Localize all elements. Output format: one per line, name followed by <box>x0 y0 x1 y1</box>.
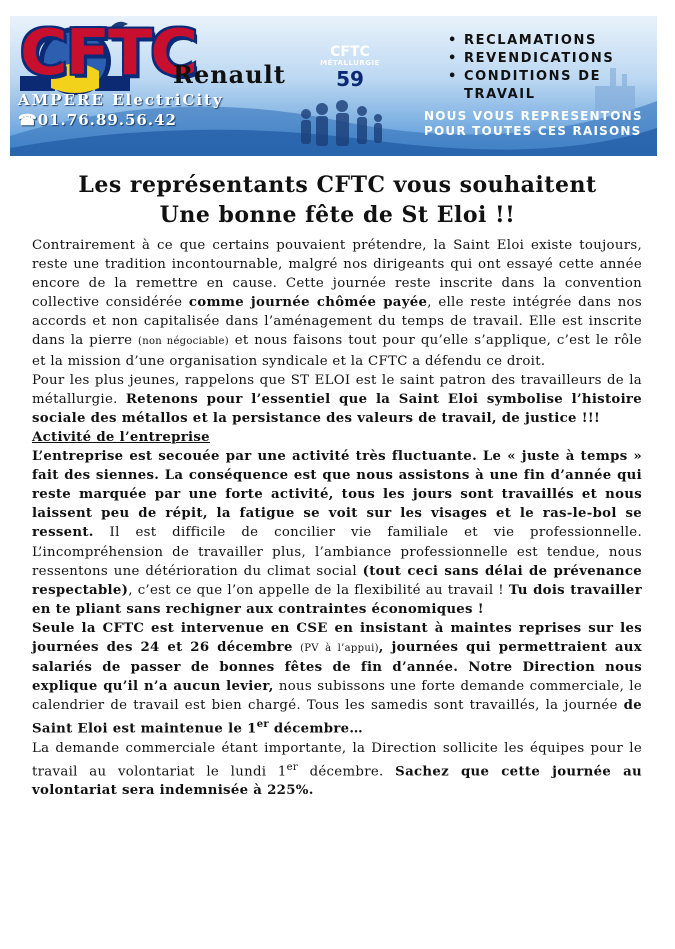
paragraph-1: Contrairement à ce que certains pouvaient prétendre, la Saint Eloi existe toujours, reste une tradition incontournable, malgré nos dirigeants qui ont essayé cette année encore de la remettre en cause. Cette journée reste inscrite dans la convention collective considérée comme journée chômée payée, elle reste intégrée dans nos accords et non capitalisée dans l’aménagement du temps de travail. Elle est inscrite dans la pierre (non négociable) et nous faisons tout pour qu’elle s’applique, c’est le rôle et la mission d’une organisation syndicale et la CFTC a défendu ce droit. <box>32 238 642 369</box>
article-body <box>32 236 642 801</box>
site-name: AMPERE ElectriCity <box>18 91 224 109</box>
title-line-2: Une bonne fête de St Eloi !! <box>159 202 516 228</box>
claims-list <box>442 32 614 104</box>
paragraph-3: L’entreprise est secouée par une activité très fluctuante. Le « juste à temps » fait des siennes. La conséquence est que nous assistons à une fin d’année qui reste marquée par une forte activité, tous les jours sont travaillés et nous laissent peu de répit, la fatigue se voit sur les visages et le ras-le-bol se ressent. Il est difficile de concilier vie familiale et vie professionnelle. L’incompréhension de travailler plus, l’ambiance professionnelle est tendue, nous ressentons une détérioration du climat social (tout ceci sans délai de prévenance respectable), c’est ce que l’on appelle de la flexibilité au travail ! Tu dois travailler en te pliant sans rechigner aux contraintes économiques ! <box>32 449 642 617</box>
brand-name: Renault <box>173 60 286 89</box>
badge-number: 59 <box>336 67 364 91</box>
claim-item: • REVENDICATIONS <box>442 50 614 68</box>
badge-title: CFTC <box>330 44 370 60</box>
claim-item: • CONDITIONS DE TRAVAIL <box>442 68 614 104</box>
header-banner <box>10 16 657 156</box>
paragraph-2: Pour les plus jeunes, rappelons que ST ELOI est le saint patron des travailleurs de la métallurgie. Retenons pour l’essentiel que la Saint Eloi symbolise l’histoire sociale des métallos et la persistance des valeurs de travail, de justice !!! <box>32 372 643 426</box>
cftc-logo: CFTC <box>20 16 197 89</box>
phone-icon: ☎ <box>18 111 38 129</box>
paragraph-5: La demande commerciale étant importante, la Direction sollicite les équipes pour le travail au volontariat le lundi 1er décembre. Sachez que cette journée au volontariat sera indemnisée à 225%. <box>32 740 643 799</box>
paragraph-4: Seule la CFTC est intervenue en CSE en insistant à maintes reprises sur les journées des 24 et 26 décembre (PV à l’appui), journées qui permettraient aux salariés de passer de bonnes fêtes de fin d’année. Notre Direction nous explique qu’il n’a aucun levier, nous subissons une forte demande commerciale, le calendrier de travail est bien chargé. Tous les samedis sont travaillés, la journée de Saint Eloi est maintenue le 1er décembre… <box>32 620 643 737</box>
section-heading: Activité de l’entreprise <box>32 429 210 445</box>
slogan: NOUS VOUS REPRESENTONS POUR TOUTES CES RAISONS <box>424 109 643 138</box>
badge-subtitle: MÉTALLURGIE <box>320 59 380 67</box>
title-line-1: Les représentants CFTC vous souhaitent <box>78 172 597 198</box>
page-title <box>0 170 675 230</box>
phone-number: ☎01.76.89.56.42 <box>18 111 177 129</box>
claim-item: • RECLAMATIONS <box>442 32 614 50</box>
